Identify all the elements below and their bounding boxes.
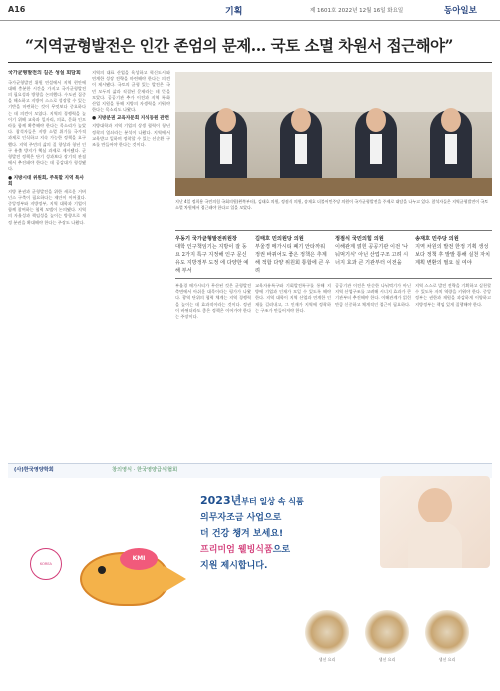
- dish-label: 생선 요리: [378, 657, 396, 662]
- column-lead: 국가균형발전의 길은 성실 회담회: [8, 70, 81, 76]
- page-number: A16: [8, 5, 26, 14]
- divider: [175, 278, 492, 279]
- quote-box: [175, 235, 251, 275]
- quote-text: 대학 인구책임기는 지방이 잘 동 요 2가지 특구 지정해 인구 문신 유도 지방정부 도정 에 다양한 예해 부서: [175, 244, 249, 274]
- ad-line: 프리미엄 웰빙식품으로: [200, 545, 291, 555]
- divider: [175, 230, 492, 231]
- article-column-1: [8, 70, 86, 458]
- photo-caption: 지난 4일 정희용 국민의힘 국회의원(왼쪽부터), 김태호 의원, 정점식 의원, 송재호 더불어민주당 의원이 국가균형발전을 주제로 대담을 나누고 있다. 참석자들은 지역균형발전이 국토 소멸 차원에서 접근돼야 한다고 입을 모았다.: [175, 199, 489, 210]
- dish-label: 생선 요리: [438, 657, 456, 662]
- headline-rule: [8, 62, 492, 63]
- quote-box: [415, 235, 491, 267]
- paper-logo: 동아일보: [444, 6, 477, 16]
- column-subhead: ● 지방시대 위원회, 주목할 지역 특사회: [8, 175, 84, 187]
- quote-text: 부울경 메가시티 폐기 안타까워 정권 바뀌어도 좋은 정책은 추계해 적합 다양 위원회 통합에 큰 우려: [255, 244, 331, 274]
- child-photo: [380, 476, 490, 568]
- dish-photo: [365, 610, 409, 654]
- ad-line: 더 건강 챙겨 보세요!: [200, 529, 284, 539]
- ad-line: 의무자조금 사업으로: [200, 513, 282, 523]
- dish-photo: [425, 610, 469, 654]
- ad-line: 지원 제시합니다.: [200, 561, 268, 571]
- column-subhead: ● 지방분권 교육자문회 지식동원 관련: [92, 116, 169, 122]
- page-header: [0, 0, 500, 21]
- quote-text: 이해관계 얽힌 공공기관 이전 '나눠먹기식' 아닌 산업구조 고려 시너지 효과 큰 기관부터 이전을: [335, 244, 409, 266]
- issue-line: 제 1601호 2022년 12월 16일 화요일: [310, 8, 404, 14]
- headline: “지역균형발전은 인간 존엄의 문제… 국토 소멸 차원서 접근해야”: [25, 36, 453, 55]
- ad-sponsor-logo: 창의영식 · 한국영양급식협회: [112, 467, 178, 473]
- quote-name: 송재호 민주당 의원: [415, 236, 459, 242]
- discussion-photo: [175, 72, 492, 196]
- column-text: 지방대학과 지역 기업의 상생 협력이 청년 정착의 열쇠라는 분석이 나왔다. 지역에서 교육받고 일하며 정착할 수 있는 선순환 구조를 만들어야 한다는 것이다.: [92, 123, 170, 148]
- ad-badge: KMI: [120, 548, 158, 570]
- body-column: 교육자유특구와 기회발전특구를 통해 지방에 기업과 인재가 모일 수 있도록 해야 한다. 지역 대학이 지역 산업과 연계한 인재를 길러내고, 그 인재가 지역에 정착하는 구조가 만들어져야 한다.: [255, 283, 331, 313]
- quote-name: 우동기 국가균형발전위원장: [175, 236, 237, 242]
- quote-name: 정점식 국민의힘 의원: [335, 236, 384, 242]
- ad-headline-year: 2023년부터 일상 속 식품: [200, 494, 304, 507]
- body-column: 부울경 메가시티가 무산된 것은 균형발전 측면에서 아쉬운 대목이라는 평가가 나왔다. 광역 단위의 협력 체계는 지역 경쟁력을 높이는 데 효과적이라는 것이다. 정권이 바뀌더라도 좋은 정책은 이어가야 한다는 주장이다.: [175, 283, 251, 320]
- column-text: 지역의 대표 산업을 육성하고 혁신도시와 연계한 성장 전략을 마련해야 한다는 의견이 제시됐다. 국토의 균형 있는 발전은 국민 모두의 삶과 직결된 문제라는 데 뜻을 모았다. 공공기관 추가 이전과 지역 특화 산업 지원을 통해 지방의 자생력을 키워야 한다는 목소리도 나왔다.: [92, 70, 170, 113]
- quote-box: [335, 235, 411, 267]
- body-column: 공공기관 이전은 단순한 나눠먹기가 아닌 지역 산업구조를 고려해 시너지 효과가 큰 기관부터 추진해야 한다. 이해관계가 얽힌 만큼 신중하고 체계적인 접근이 필요하다.: [335, 283, 411, 307]
- column-text: 지방 분권과 균형발전을 위한 새로운 거버넌스 구축이 필요하다는 제안이 이어졌다. 중앙정부와 지방정부, 지역 대학과 기업이 함께 참여하는 협력 모델이 논의됐다. 지역의 자율성과 책임성을 높이는 방향으로 재정 분권을 확대해야 한다는 주장도 나왔다.: [8, 188, 86, 225]
- ad-stamp: KOREA: [30, 548, 62, 580]
- quote-text: 지역 차원의 발전 한정 기획 생성보다 정책 후 발발 통해 실천 자치계획 변환의 필요 실 여야: [415, 244, 491, 266]
- ad-sponsor-logo: (사)한국영양학회: [14, 467, 54, 473]
- article-column-2: [92, 70, 170, 458]
- quote-box: [255, 235, 331, 275]
- section-title: 기획: [225, 7, 243, 17]
- quote-name: 김태호 민의원당 의원: [255, 236, 304, 242]
- dish-label: 생선 요리: [318, 657, 336, 662]
- column-text: 국가균형발전 위원 연설에서 지역 현안에 대해 충분한 시간을 가지고 국가균형발전의 필요성과 방향을 논의했다. 수도권 집중을 해소하고 지방이 스스로 성장할 수 있는 기반을 마련하는 것이 무엇보다 중요하다는 데 의견이 모였다. 지역의 경쟁력을 높이기 위해 교육과 일자리, 의료, 문화 인프라를 함께 확충해야 한다는 목소리가 높았다. 참석자들은 지방 소멸 위기를 국가적 과제로 인식하고 지속 가능한 정책을 요구했다. 지역 주민의 삶의 질 향상과 청년 인구 유출 방지가 핵심 과제로 제시됐다. 균형발전 정책은 단기 성과보다 장기적 관점에서 추진돼야 한다는 데 공감대가 형성됐다.: [8, 79, 86, 172]
- dish-photo: [305, 610, 349, 654]
- body-column: 지역 스스로 발전 전략을 기획하고 실천할 수 있도록 자치 역량을 키워야 한다. 중앙정부는 권한과 재원을 과감하게 이양하고 지방정부는 책임 있게 집행해야 한다.: [415, 283, 491, 307]
